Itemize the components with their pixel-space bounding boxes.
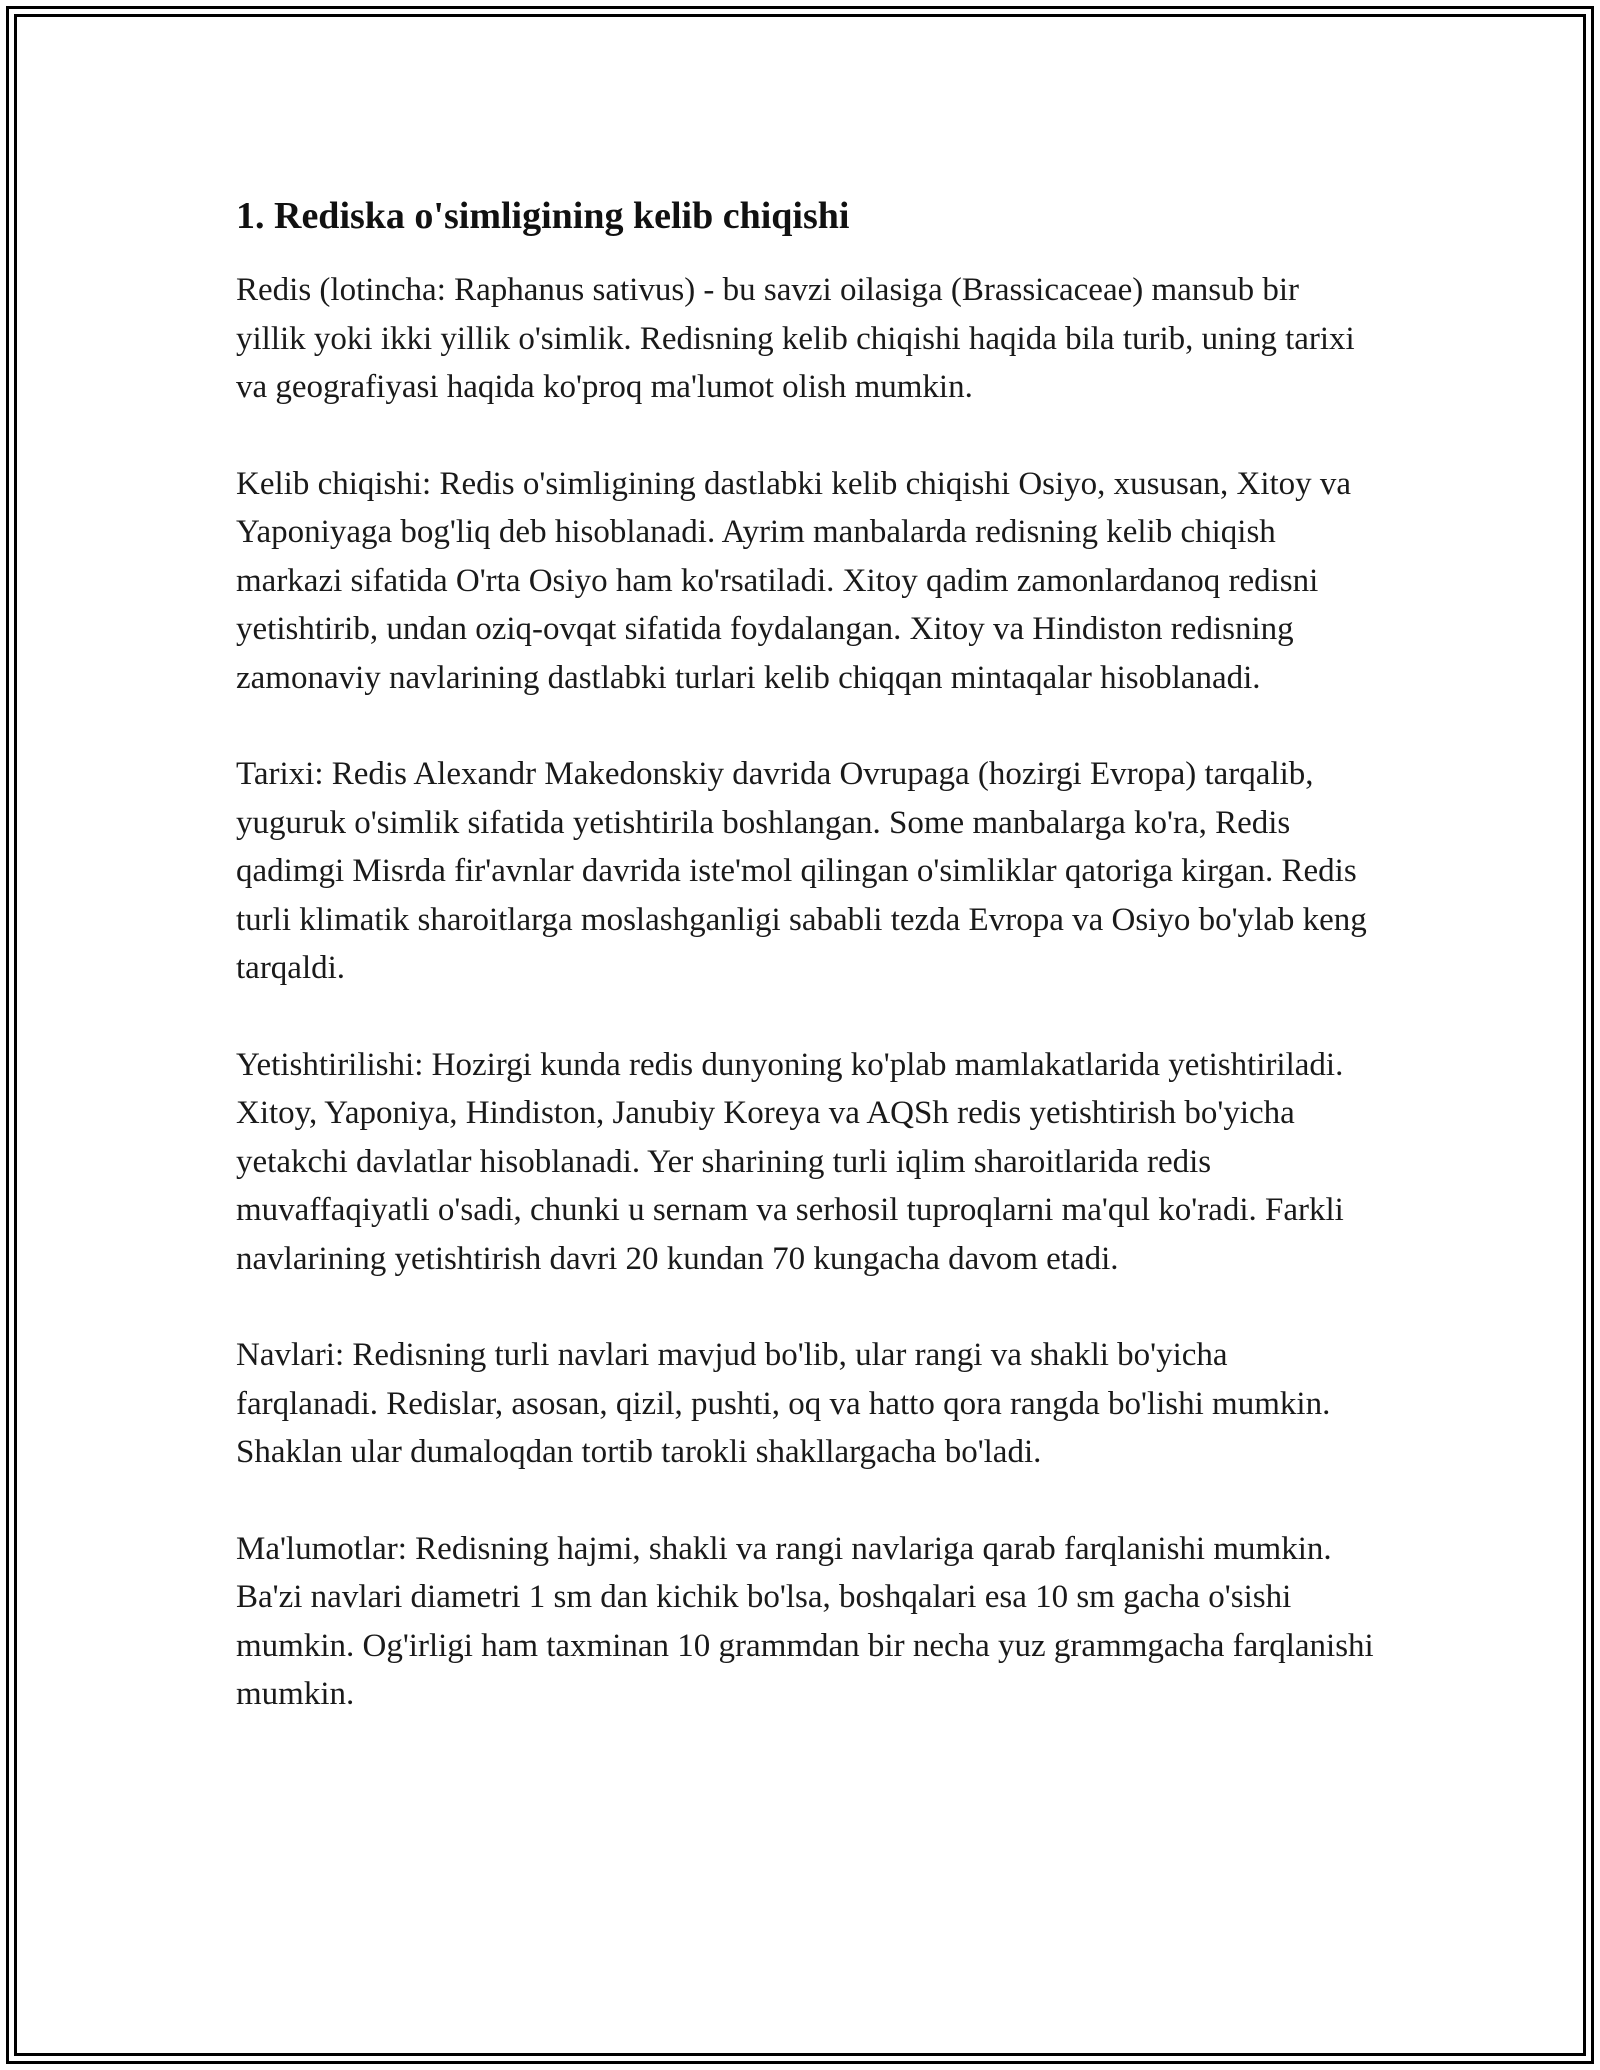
- paragraph-varieties: Navlari: Redisning turli navlari mavjud bo'lib, ular rangi va shakli bo'yicha farqlanadi. Redislar, asosan, qizil, pushti, oq va hatto qora rangda bo'lishi mumkin. Shaklan ular dumaloqdan tortib tarokli shakllargacha bo'ladi.: [236, 1337, 1331, 1470]
- document-title: 1. Rediska o'simligining kelib chiqishi: [236, 195, 850, 237]
- paragraph-facts: Ma'lumotlar: Redisning hajmi, shakli va rangi navlariga qarab farqlanishi mumkin. Ba'zi navlari diametri 1 sm dan kichik bo'lsa, boshqalari esa 10 sm gacha o'sishi mumkin. Og'irligi ham taxminan 10 grammdan bir necha yuz grammgacha farqlanishi mumkin.: [236, 1530, 1374, 1712]
- paragraph-history: Tarixi: Redis Alexandr Makedonskiy davrida Ovrupaga (hozirgi Evropa) tarqalib, yuguruk o'simlik sifatida yetishtirila boshlangan. Some manbalarga ko'ra, Redis qadimgi Misrda fir'avnlar davrida iste'mol qilingan o'simliklar qatoriga kirgan. Redis turli klimatik sharoitlarga moslashganligi sababli tezda Evropa va Osiyo bo'ylab keng tarqaldi.: [236, 756, 1367, 986]
- document-body: [236, 188, 1376, 1767]
- paragraph-origin: Kelib chiqishi: Redis o'simligining dastlabki kelib chiqishi Osiyo, xususan, Xitoy va Yaponiyaga bog'liq deb hisoblanadi. Ayrim manbalarda redisning kelib chiqish markazi sifatida O'rta Osiyo ham ko'rsatiladi. Xitoy qadim zamonlardanoq redisni yetishtirib, undan oziq-ovqat sifatida foydalangan. Xitoy va Hindiston redisning zamonaviy navlarining dastlabki turlari kelib chiqqan mintaqalar hisoblanadi.: [236, 465, 1352, 696]
- paragraph-intro: Redis (lotincha: Raphanus sativus) - bu savzi oilasiga (Brassicaceae) mansub bir yillik yoki ikki yillik o'simlik. Redisning kelib chiqishi haqida bila turib, uning tarixi va geografiyasi haqida ko'proq ma'lumot olish mumkin.: [236, 272, 1355, 405]
- paragraph-cultivation: Yetishtirilishi: Hozirgi kunda redis dunyoning ko'plab mamlakatlarida yetishtiriladi. Xitoy, Yaponiya, Hindiston, Janubiy Koreya va AQSh redis yetishtirish bo'yicha yetakchi davlatlar hisoblanadi. Yer sharining turli iqlim sharoitlarida redis muvaffaqiyatli o'sadi, chunki u sernam va serhosil tuproqlarni ma'qul ko'radi. Farkli navlarining yetishtirish davri 20 kundan 70 kungacha davom etadi.: [236, 1046, 1344, 1277]
